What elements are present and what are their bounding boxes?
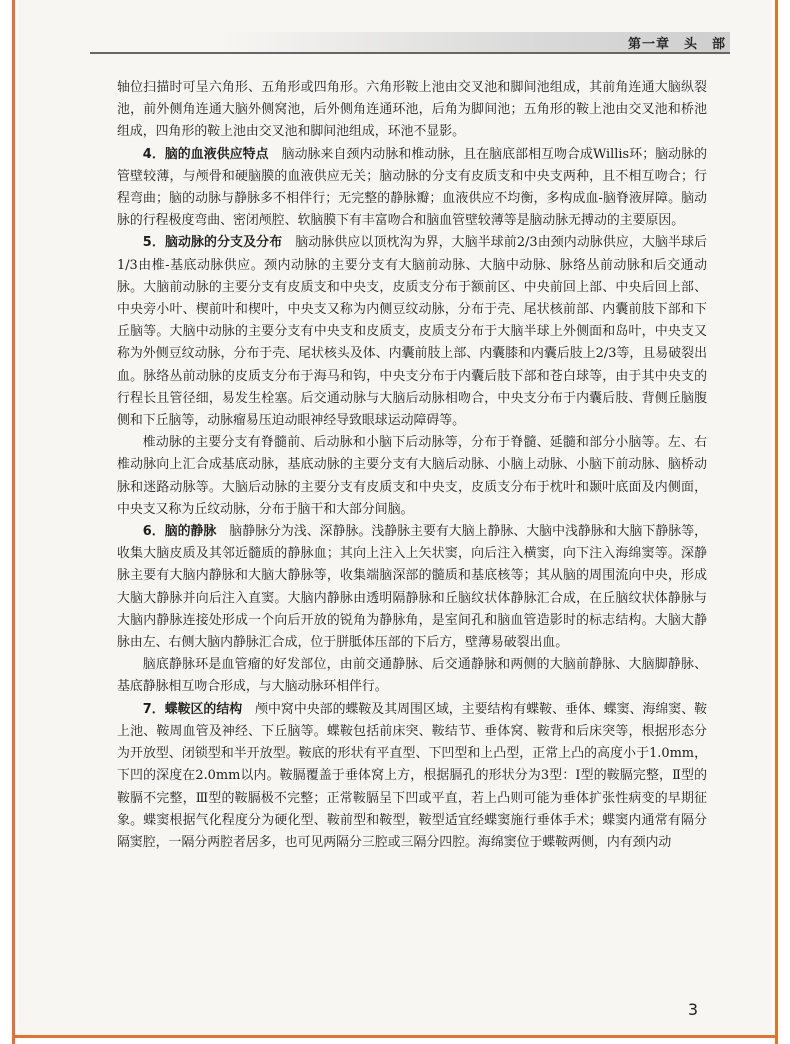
paragraph-text: 脑静脉分为浅、深静脉。浅静脉主要有大脑上静脉、大脑中浅静脉和大脑下静脉等，收集大脑皮质及其邻近髓质的静脉血；其向上注入上矢状窦，向后注入横窦，向下注入海绵窦等。深静脉主要有大脑内静脉和大脑大静脉等，收集端脑深部的髓质和基底核等；其从脑的周围流向中央，形成大脑大静脉并向后注入直窦。大脑内静脉由透明隔静脉和丘脑纹状体静脉汇合成，在丘脑纹状体静脉与大脑内静脉连接处形成一个向后开放的锐角为静脉角，是室间孔和脑血管造影时的标志结构。大脑大静脉由左、右侧大脑内静脉汇合成，位于胼胝体压部的下后方，壁薄易破裂出血。 xyxy=(117,524,708,651)
section-title: 5．脑动脉的分支及分布 xyxy=(142,235,283,251)
body-text xyxy=(117,77,707,854)
section-title: 4．脑的血液供应特点 xyxy=(142,146,269,162)
paragraph-text: 颅中窝中央部的蝶鞍及其周围区域，主要结构有蝶鞍、垂体、蝶窦、海绵窦、鞍上池、鞍周血管及神经、下丘脑等。蝶鞍包括前床突、鞍结节、垂体窝、鞍背和后床突等，根据形态分为开放型、闭锁型和半开放型。鞍底的形状有平直型、下凹型和上凸型，正常上凸的高度小于1.0mm，下凹的深度在2.0mm以内。鞍膈覆盖于垂体窝上方，根据膈孔的形状分为3型：Ⅰ型的鞍膈完整，Ⅱ型的鞍膈不完整，Ⅲ型的鞍膈极不完整；正常鞍膈呈下凹或平直，若上凸则可能为垂体扩张性病变的早期征象。蝶窦根据气化程度分为硬化型、鞍前型和鞍型，鞍型适宜经蝶窦施行垂体手术；蝶窦内通常有隔分隔窦腔，一隔分两腔者居多，也可见两隔分三腔或三隔分四腔。海绵窦位于蝶鞍两侧，内有颈内动 xyxy=(117,701,707,850)
paragraph xyxy=(117,699,707,854)
section-title: 7．蝶鞍区的结构 xyxy=(142,701,243,717)
paragraph-text: 脑动脉供应以顶枕沟为界，大脑半球前2/3由颈内动脉供应，大脑半球后1/3由椎-基底动脉供应。颈内动脉的主要分支有大脑前动脉、大脑中动脉、脉络丛前动脉和后交通动脉。大脑前动脉的主要分支有皮质支和中央支，皮质支分布于额前区、中央前回上部、中央后回上部、中央旁小叶、楔前叶和楔叶，中央支又称为内侧豆纹动脉，分布于壳、尾状核前部、内囊前肢下部和下丘脑等。大脑中动脉的主要分支有中央支和皮质支，皮质支分布于大脑半球上外侧面和岛叶，中央支又称为外侧豆纹动脉，分布于壳、尾状核头及体、内囊前肢上部、内囊膝和内囊后肢上2/3等，且易破裂出血。脉络丛前动脉的皮质支分布于海马和钩，中央支分布于内囊后肢下部和苍白球等，由于其中央支的行程长且管径细，易发生栓塞。后交通动脉与大脑后动脉相吻合，中央支分布于内囊后肢、背侧丘脑腹侧和下丘脑等，动脉瘤易压迫动眼神经导致眼球运动障碍等。 xyxy=(117,235,707,429)
orange-frame-bottom xyxy=(12,1035,778,1038)
paragraph-text: 轴位扫描时可呈六角形、五角形或四角形。六角形鞍上池由交叉池和脚间池组成，其前角连通大脑纵裂池，前外侧角连通大脑外侧窝池，后外侧角连通环池，后角为脚间池；五角形的鞍上池由交叉池和桥池组成，四角形的鞍上池由交叉池和脚间池组成，环池不显影。 xyxy=(117,80,707,140)
chapter-title: 第一章 头 部 xyxy=(627,36,726,52)
paragraph-text: 椎动脉的主要分支有脊髓前、后动脉和小脑下后动脉等，分布于脊髓、延髓和部分小脑等。左、右椎动脉向上汇合成基底动脉，基底动脉的主要分支有大脑后动脉、小脑上动脉、小脑下前动脉、脑桥动脉和迷路动脉等。大脑后动脉的主要分支有皮质支和中央支，皮质支分布于枕叶和颞叶底面及内侧面，中央支又称为丘纹动脉，分布于脑干和大部分间脑。 xyxy=(117,435,707,517)
paragraph xyxy=(117,77,707,144)
paragraph-text: 脑底静脉环是血管瘤的好发部位，由前交通静脉、后交通静脉和两侧的大脑前静脉、大脑脚静脉、基底静脉相互吻合形成，与大脑动脉环相伴行。 xyxy=(117,657,707,695)
paragraph xyxy=(117,144,707,233)
paragraph xyxy=(117,232,707,432)
paragraph xyxy=(117,654,707,698)
section-title: 6．脑的静脉 xyxy=(142,524,217,540)
paragraph xyxy=(117,521,707,654)
page-number: 3 xyxy=(687,1000,698,1019)
paragraph xyxy=(117,432,707,521)
paragraph-text: 脑动脉来自颈内动脉和椎动脉，且在脑底部相互吻合成Willis环；脑动脉的管壁较薄，与颅骨和硬脑膜的血液供应无关；脑动脉的分支有皮质支和中央支两种，且不相互吻合；行程弯曲；脑的动脉与静脉多不相伴行；无完整的静脉瓣；血液供应不均衡，多构成血-脑脊液屏障。脑动脉的行程极度弯曲、密闭颅腔、软脑膜下有丰富吻合和脑血管壁较薄等是脑动脉无搏动的主要原因。 xyxy=(117,146,707,229)
running-header xyxy=(90,32,730,54)
